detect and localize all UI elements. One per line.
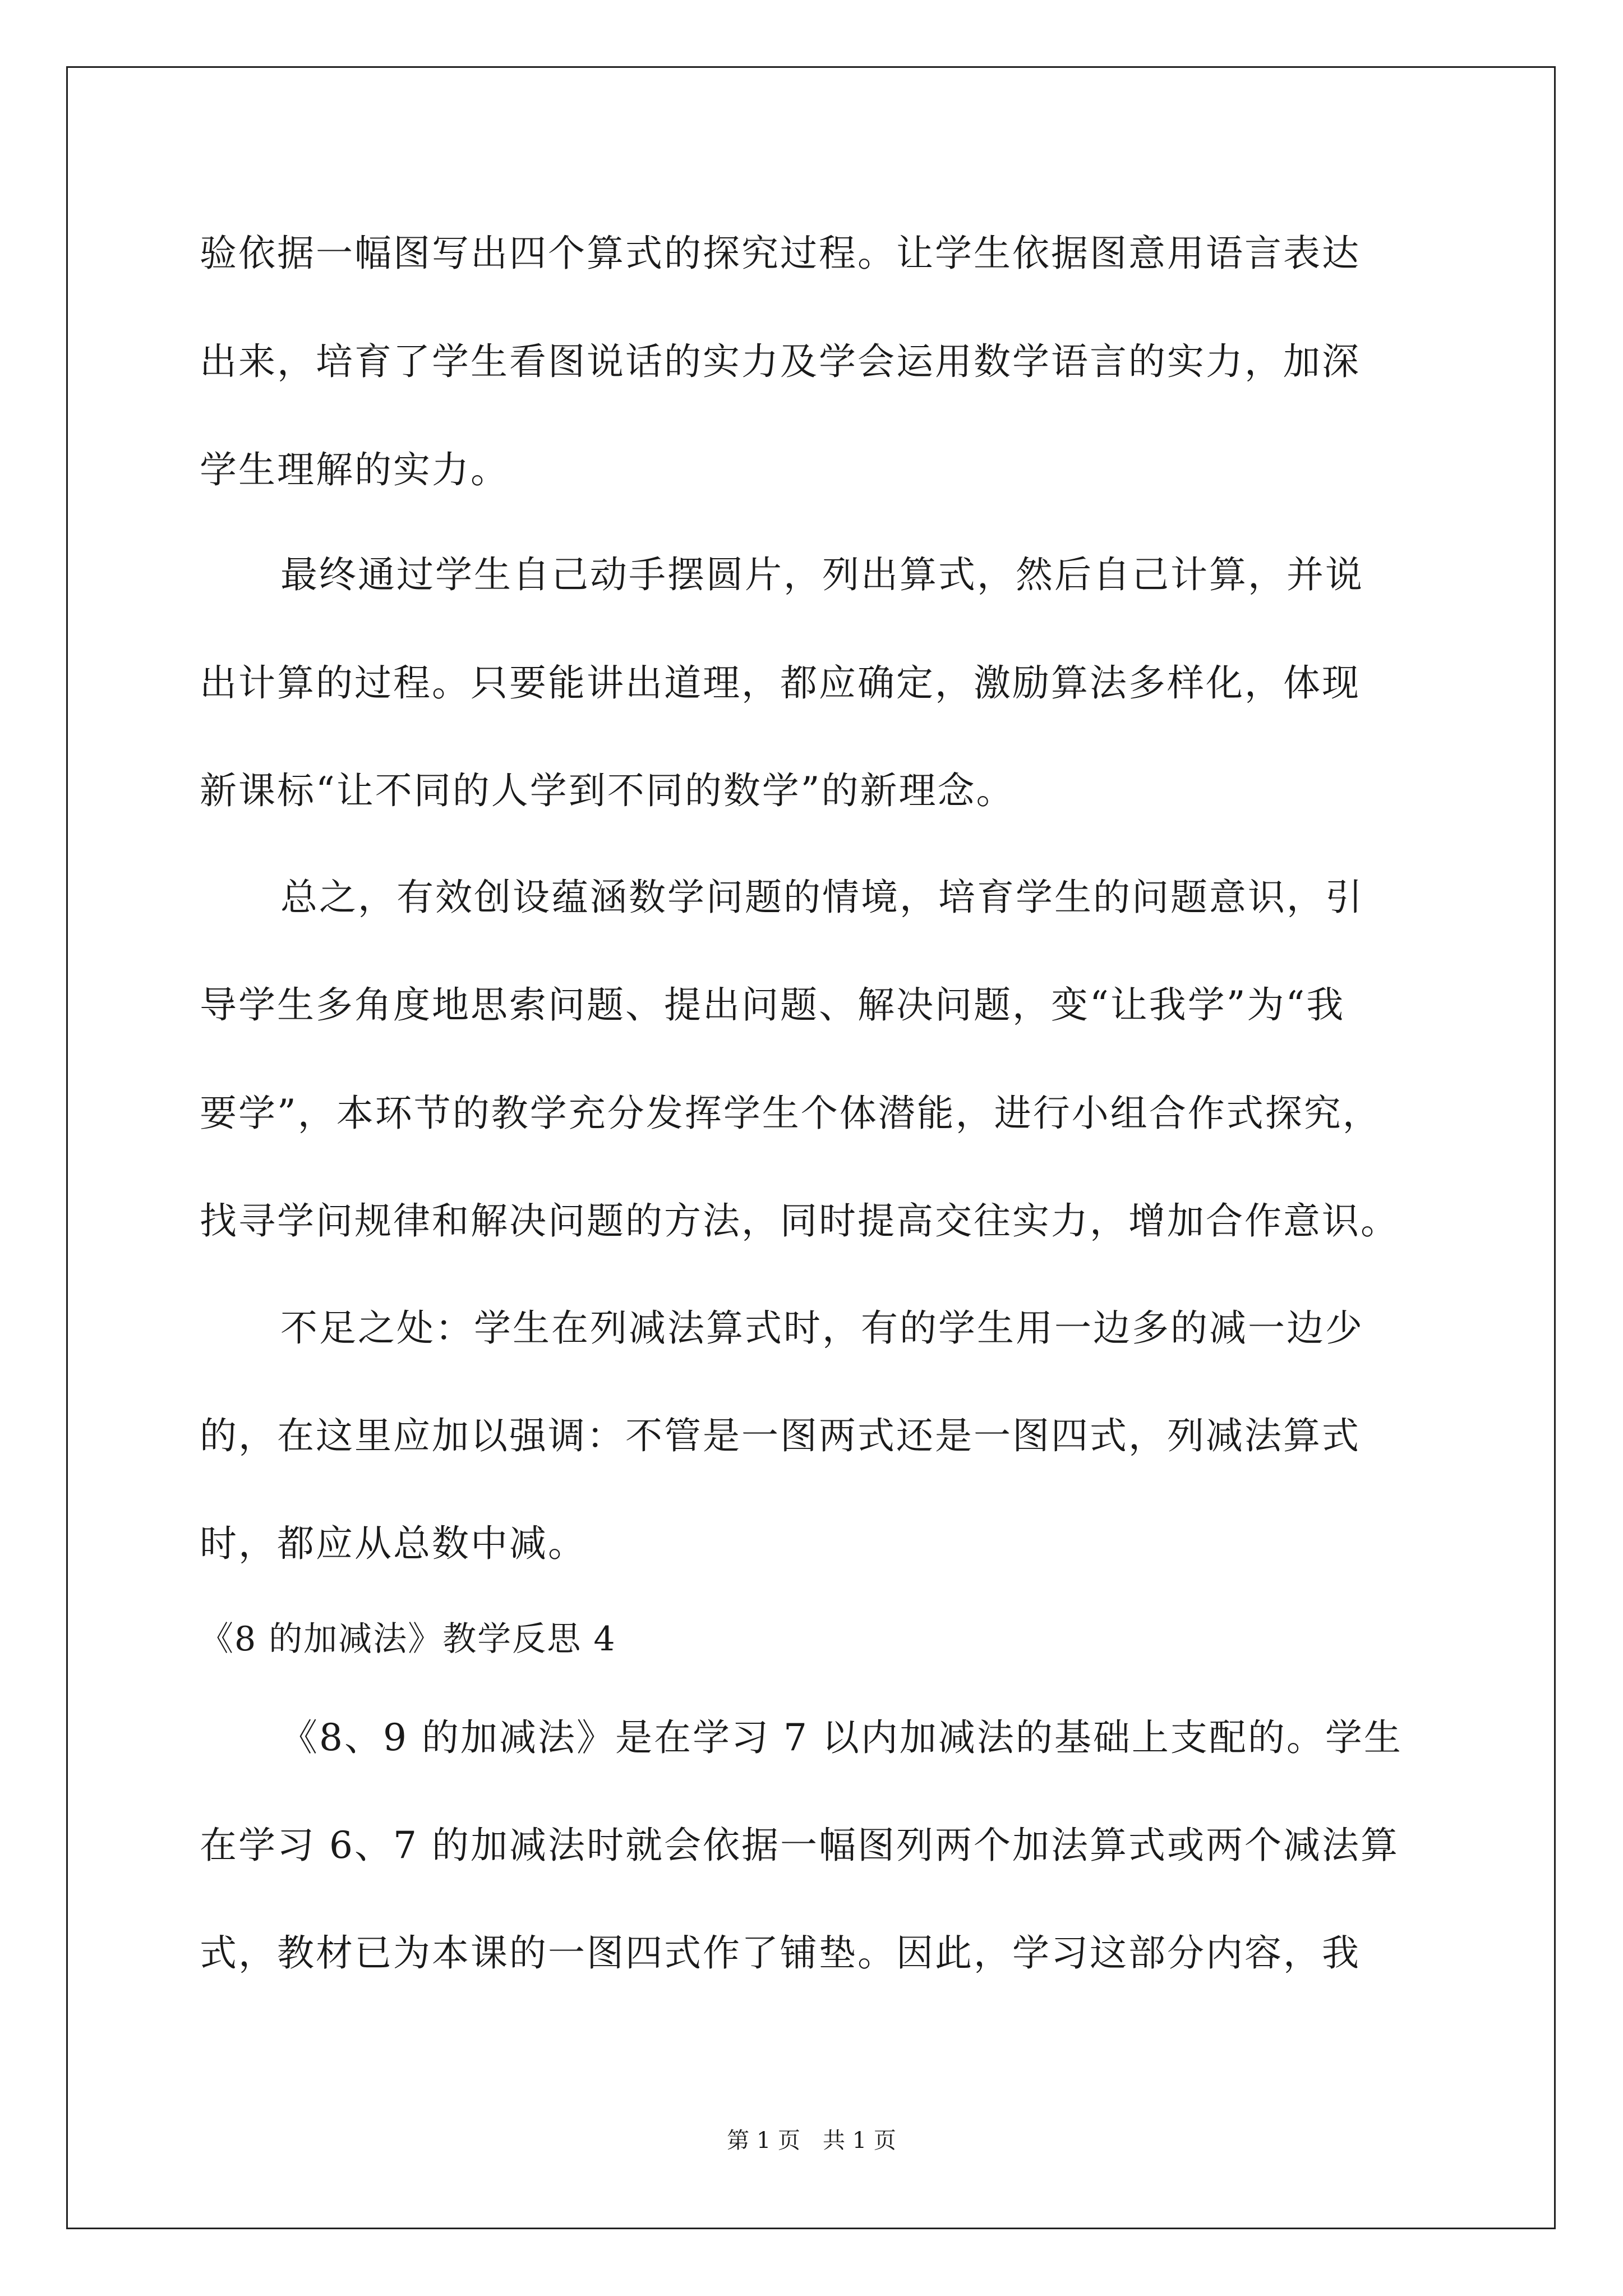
body-line: 时，都应从总数中减。: [200, 1522, 587, 1565]
body-line: 式，教材已为本课的一图四式作了铺垫。因此，学习这部分内容，我: [200, 1931, 1361, 1975]
body-line: 要学”，本环节的教学充分发挥学生个体潜能，进行小组合作式探究，: [200, 1092, 1381, 1135]
section-heading: 《8 的加减法》教学反思 4: [200, 1619, 616, 1659]
body-line: 找寻学问规律和解决问题的方法，同时提高交往实力，增加合作意识。: [200, 1199, 1399, 1243]
paragraph-start-line: 总之，有效创设蕴涵数学问题的情境，培育学生的问题意识，引: [280, 876, 1364, 919]
body-line: 在学习 6、7 的加减法时就会依据一幅图列两个加法算式或两个减法算: [200, 1824, 1399, 1867]
body-line: 学生理解的实力。: [200, 448, 509, 491]
paragraph-start-line: 《8、9 的加减法》是在学习 7 以内加减法的基础上支配的。学生: [280, 1716, 1403, 1759]
paragraph-start-line: 不足之处：学生在列减法算式时，有的学生用一边多的减一边少: [280, 1306, 1364, 1350]
body-line: 出来，培育了学生看图说话的实力及学会运用数学语言的实力，加深: [200, 340, 1361, 383]
body-line: 验依据一幅图写出四个算式的探究过程。让学生依据图意用语言表达: [200, 232, 1361, 275]
page-border: [66, 66, 1556, 2229]
body-line: 新课标“让不同的人学到不同的数学”的新理念。: [200, 769, 1015, 812]
paragraph-start-line: 最终通过学生自己动手摆圆片，列出算式，然后自己计算，并说: [280, 553, 1364, 596]
body-line: 导学生多角度地思索问题、提出问题、解决问题，变“让我学”为“我: [200, 983, 1345, 1027]
page-number: 第 1 页 共 1 页: [727, 2128, 896, 2154]
body-line: 出计算的过程。只要能讲出道理，都应确定，激励算法多样化，体现: [200, 661, 1361, 705]
body-line: 的，在这里应加以强调：不管是一图两式还是一图四式，列减法算式: [200, 1414, 1361, 1457]
